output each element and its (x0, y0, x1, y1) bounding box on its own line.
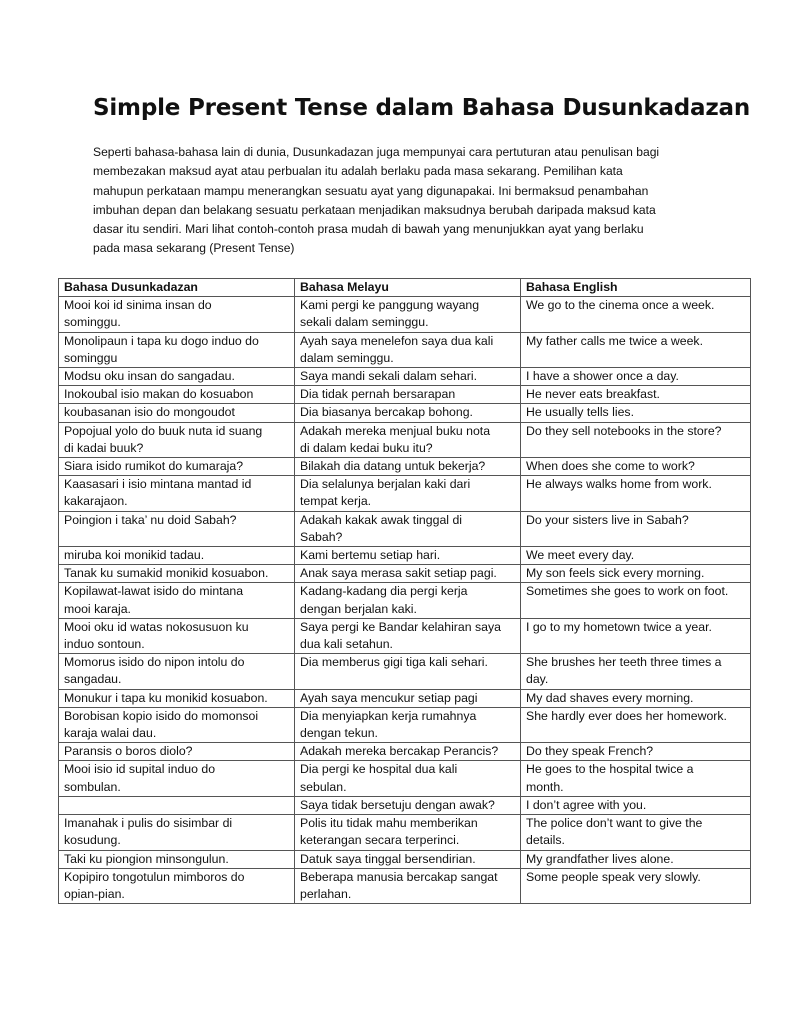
cell-text-line: day. (526, 672, 549, 687)
english-cell (521, 707, 751, 742)
english-cell (521, 743, 751, 761)
dusunkadazan-cell (59, 868, 295, 903)
cell-text-line: Adakah kakak awak tinggal di (300, 512, 463, 527)
melayu-cell (295, 547, 521, 565)
melayu-cell (295, 868, 521, 903)
cell-text-line: Beberapa manusia bercakap sangat (300, 869, 498, 884)
dusunkadazan-cell (59, 386, 295, 404)
cell-text-line: He usually tells lies. (526, 405, 634, 420)
melayu-cell (295, 583, 521, 618)
cell-text-line: month. (526, 779, 564, 794)
table-row (59, 386, 751, 404)
cell-text-line: details. (526, 833, 565, 848)
cell-text-line: Modsu oku insan do sangadau. (64, 369, 235, 384)
table-row (59, 654, 751, 689)
header-english: Bahasa English (521, 279, 751, 297)
cell-text-line: Mooi oku id watas nokosusuon ku (64, 619, 249, 634)
melayu-cell (295, 565, 521, 583)
melayu-cell (295, 404, 521, 422)
english-cell (521, 654, 751, 689)
cell-text-line: We meet every day. (526, 548, 635, 563)
cell-text-line: kosudung. (64, 833, 121, 848)
cell-text-line: Some people speak very slowly. (526, 869, 701, 884)
intro-line: pada masa sekarang (Present Tense) (93, 241, 295, 256)
cell-text-line: Poingion i taka’ nu doid Sabah? (64, 512, 237, 527)
table-row (59, 458, 751, 476)
cell-text-line: Kopilawat-lawat isido do mintana (64, 584, 244, 599)
cell-text-line: Borobisan kopio isido do momonsoi (64, 708, 259, 723)
table-row (59, 422, 751, 457)
english-cell (521, 761, 751, 796)
melayu-cell (295, 422, 521, 457)
english-cell (521, 458, 751, 476)
table-row (59, 815, 751, 850)
table-header-row (59, 279, 751, 297)
cell-text-line: Momorus isido do nipon intolu do (64, 655, 245, 670)
cell-text-line: Dia menyiapkan kerja rumahnya (300, 708, 477, 723)
cell-text-line: kakarajaon. (64, 494, 128, 509)
melayu-cell (295, 743, 521, 761)
intro-line: mahupun perkataan mampu menerangkan sesuatu ayat yang digunapakai. Ini bermaksud penambahan (93, 183, 649, 198)
cell-text-line: Siara isido rumikot do kumaraja? (64, 459, 244, 474)
dusunkadazan-cell (59, 618, 295, 653)
dusunkadazan-cell (59, 547, 295, 565)
english-cell (521, 404, 751, 422)
english-cell (521, 511, 751, 546)
cell-text-line: Dia memberus gigi tiga kali sehari. (300, 655, 488, 670)
cell-text-line: He never eats breakfast. (526, 387, 660, 402)
table-row (59, 404, 751, 422)
dusunkadazan-cell (59, 297, 295, 332)
cell-text-line: My son feels sick every morning. (526, 566, 705, 581)
cell-text-line: Kaasasari i isio mintana mantad id (64, 477, 252, 492)
cell-text-line: Kadang-kadang dia pergi kerja (300, 584, 468, 599)
cell-text-line: opian-pian. (64, 886, 125, 901)
cell-text-line: Do they sell notebooks in the store? (526, 423, 722, 438)
cell-text-line: We go to the cinema once a week. (526, 298, 715, 313)
melayu-cell (295, 511, 521, 546)
intro-line: dasar itu sendiri. Mari lihat contoh-contoh prasa mudah di bawah yang menunjukkan ayat yang berlaku (93, 222, 644, 237)
cell-text-line: sebulan. (300, 779, 347, 794)
cell-text-line: perlahan. (300, 886, 352, 901)
cell-text-line: Kami pergi ke panggung wayang (300, 298, 480, 313)
cell-text-line: Paransis o boros diolo? (64, 744, 193, 759)
english-cell (521, 565, 751, 583)
melayu-cell (295, 815, 521, 850)
cell-text-line: Tanak ku sumakid monikid kosuabon. (64, 566, 269, 581)
melayu-cell (295, 761, 521, 796)
cell-text-line: sombulan. (64, 779, 121, 794)
cell-text-line: Kami bertemu setiap hari. (300, 548, 441, 563)
dusunkadazan-cell (59, 511, 295, 546)
english-cell (521, 618, 751, 653)
cell-text-line: Sabah? (300, 529, 343, 544)
dusunkadazan-cell (59, 850, 295, 868)
cell-text-line: Saya tidak bersetuju dengan awak? (300, 797, 495, 812)
melayu-cell (295, 368, 521, 386)
cell-text-line: Taki ku piongion minsongulun. (64, 851, 229, 866)
table-row (59, 476, 751, 511)
cell-text-line: She brushes her teeth three times a (526, 655, 722, 670)
cell-text-line: dalam seminggu. (300, 350, 394, 365)
cell-text-line: Do they speak French? (526, 744, 654, 759)
dusunkadazan-cell (59, 404, 295, 422)
cell-text-line: She hardly ever does her homework. (526, 708, 727, 723)
table-row (59, 511, 751, 546)
melayu-cell (295, 386, 521, 404)
melayu-cell (295, 850, 521, 868)
dusunkadazan-cell (59, 689, 295, 707)
table-row (59, 689, 751, 707)
table-row (59, 868, 751, 903)
intro-line: Seperti bahasa-bahasa lain di dunia, Dusunkadazan juga mempunyai cara pertuturan atau penulisan bagi (93, 145, 660, 159)
melayu-cell (295, 689, 521, 707)
melayu-cell (295, 297, 521, 332)
cell-text-line: Ayah saya menelefon saya dua kali (300, 333, 494, 348)
header-dusunkadazan: Bahasa Dusunkadazan (59, 279, 295, 297)
cell-text-line: I don’t agree with you. (526, 797, 647, 812)
cell-text-line: My grandfather lives alone. (526, 851, 674, 866)
dusunkadazan-cell (59, 368, 295, 386)
cell-text-line: sominggu (64, 350, 118, 365)
table-row (59, 796, 751, 814)
cell-text-line: Monukur i tapa ku monikid kosuabon. (64, 690, 268, 705)
cell-text-line: I go to my hometown twice a year. (526, 619, 712, 634)
table-row (59, 707, 751, 742)
cell-text-line: Polis itu tidak mahu memberikan (300, 816, 478, 831)
cell-text-line: di dalam kedai buku itu? (300, 440, 433, 455)
cell-text-line: koubasanan isio do mongoudot (64, 405, 235, 420)
melayu-cell (295, 458, 521, 476)
dusunkadazan-cell (59, 743, 295, 761)
dusunkadazan-cell (59, 458, 295, 476)
english-cell (521, 689, 751, 707)
cell-text-line: My father calls me twice a week. (526, 333, 703, 348)
english-cell (521, 386, 751, 404)
melayu-cell (295, 332, 521, 367)
dusunkadazan-cell (59, 583, 295, 618)
cell-text-line: The police don’t want to give the (526, 816, 703, 831)
dusunkadazan-cell (59, 332, 295, 367)
table-row (59, 583, 751, 618)
cell-text-line: Dia selalunya berjalan kaki dari (300, 477, 471, 492)
intro-paragraph (93, 143, 713, 259)
english-cell (521, 583, 751, 618)
cell-text-line: sangadau. (64, 672, 122, 687)
vocabulary-table (58, 278, 751, 904)
cell-text-line: Inokoubal isio makan do kosuabon (64, 387, 254, 402)
cell-text-line: Dia tidak pernah bersarapan (300, 387, 456, 402)
table-row (59, 565, 751, 583)
cell-text-line: Saya pergi ke Bandar kelahiran saya (300, 619, 501, 634)
header-melayu: Bahasa Melayu (295, 279, 521, 297)
cell-text-line: Mooi isio id supital induo do (64, 762, 216, 777)
cell-text-line: dengan berjalan kaki. (300, 601, 417, 616)
cell-text-line: Dia biasanya bercakap bohong. (300, 405, 473, 420)
cell-text-line: induo sontoun. (64, 637, 145, 652)
table-row (59, 368, 751, 386)
english-cell (521, 868, 751, 903)
table-row (59, 761, 751, 796)
cell-text-line: I have a shower once a day. (526, 369, 679, 384)
cell-text-line: Bilakah dia datang untuk bekerja? (300, 459, 486, 474)
table-row (59, 332, 751, 367)
dusunkadazan-cell (59, 654, 295, 689)
english-cell (521, 422, 751, 457)
table-row (59, 850, 751, 868)
melayu-cell (295, 654, 521, 689)
english-cell (521, 476, 751, 511)
english-cell (521, 850, 751, 868)
cell-text-line: Mooi koi id sinima insan do (64, 298, 212, 313)
cell-text-line: He goes to the hospital twice a (526, 762, 694, 777)
cell-text-line: dengan tekun. (300, 726, 378, 741)
english-cell (521, 796, 751, 814)
melayu-cell (295, 707, 521, 742)
dusunkadazan-cell (59, 422, 295, 457)
table-row (59, 743, 751, 761)
melayu-cell (295, 618, 521, 653)
cell-text-line: keterangan secara terperinci. (300, 833, 460, 848)
cell-text-line: sominggu. (64, 315, 121, 330)
cell-text-line: Adakah mereka bercakap Perancis? (300, 744, 499, 759)
cell-text-line: When does she come to work? (526, 459, 695, 474)
intro-line: imbuhan depan dan belakang sesuatu perkataan menjadikan maksudnya berubah daripada maksud kata (93, 202, 656, 217)
cell-text-line: My dad shaves every morning. (526, 690, 694, 705)
english-cell (521, 332, 751, 367)
cell-text-line: Imanahak i pulis do sisimbar di (64, 816, 233, 831)
cell-text-line: karaja walai dau. (64, 726, 157, 741)
english-cell (521, 297, 751, 332)
cell-text-line: He always walks home from work. (526, 477, 712, 492)
dusunkadazan-cell (59, 707, 295, 742)
dusunkadazan-cell (59, 476, 295, 511)
melayu-cell (295, 476, 521, 511)
dusunkadazan-cell (59, 796, 295, 814)
cell-text-line: mooi karaja. (64, 601, 131, 616)
cell-text-line: di kadai buuk? (64, 440, 144, 455)
cell-text-line: Do your sisters live in Sabah? (526, 512, 689, 527)
cell-text-line: miruba koi monikid tadau. (64, 548, 205, 563)
table-row (59, 547, 751, 565)
cell-text-line: Popojual yolo do buuk nuta id suang (64, 423, 263, 438)
cell-text-line: Anak saya merasa sakit setiap pagi. (300, 566, 497, 581)
cell-text-line: tempat kerja. (300, 494, 372, 509)
table-row (59, 297, 751, 332)
cell-text-line: Adakah mereka menjual buku nota (300, 423, 491, 438)
cell-text-line: Saya mandi sekali dalam sehari. (300, 369, 478, 384)
cell-text-line: Ayah saya mencukur setiap pagi (300, 690, 478, 705)
english-cell (521, 815, 751, 850)
cell-text-line: dua kali setahun. (300, 637, 393, 652)
dusunkadazan-cell (59, 565, 295, 583)
cell-text-line: sekali dalam seminggu. (300, 315, 429, 330)
english-cell (521, 547, 751, 565)
cell-text-line: Dia pergi ke hospital dua kali (300, 762, 458, 777)
dusunkadazan-cell (59, 815, 295, 850)
cell-text-line: Datuk saya tinggal bersendirian. (300, 851, 476, 866)
page-title: Simple Present Tense dalam Bahasa Dusunkadazan (93, 95, 751, 121)
dusunkadazan-cell (59, 761, 295, 796)
cell-text-line: Kopipiro tongotulun mimboros do (64, 869, 245, 884)
english-cell (521, 368, 751, 386)
intro-line: membezakan maksud ayat atau perbualan itu adalah berlaku pada masa sekarang. Pemilihan kata (93, 164, 623, 179)
cell-text-line: Monolipaun i tapa ku dogo induo do (64, 333, 259, 348)
table-row (59, 618, 751, 653)
melayu-cell (295, 796, 521, 814)
cell-text-line: Sometimes she goes to work on foot. (526, 584, 729, 599)
